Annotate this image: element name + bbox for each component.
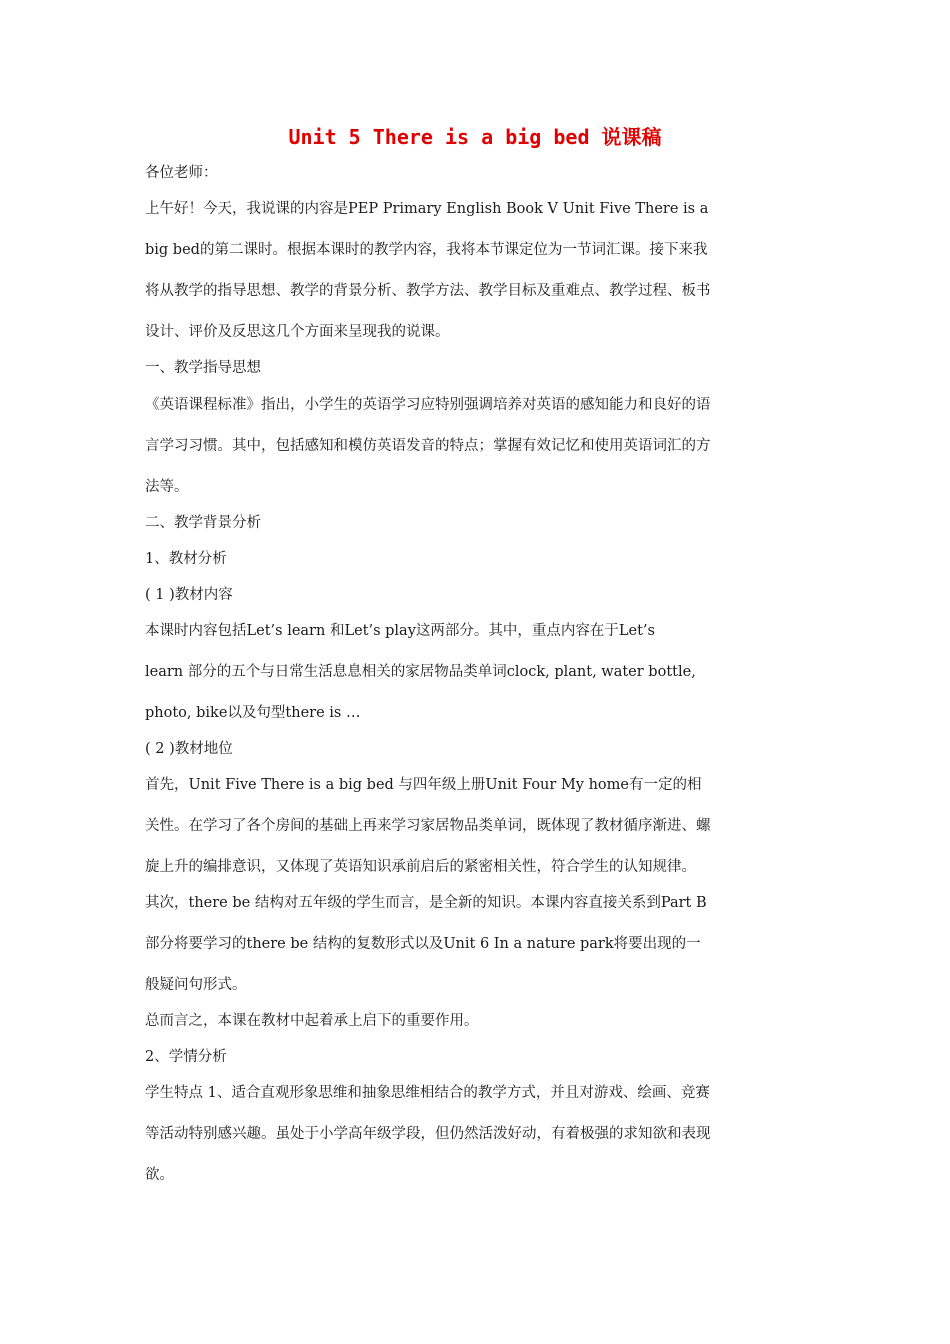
document-title: Unit 5 There is a big bed 说课稿 <box>288 125 662 149</box>
text-line: 旋上升的编排意识，又体现了英语知识承前启后的紧密相关性，符合学生的认知规律。 <box>145 859 696 875</box>
subsection-heading: ( 2 )教材地位 <box>145 741 233 757</box>
text-line: 《英语课程标准》指出，小学生的英语学习应特别强调培养对英语的感知能力和良好的语 <box>145 397 711 413</box>
section-heading: 一、教学指导思想 <box>145 360 261 376</box>
subsection-heading: ( 1 )教材内容 <box>145 587 233 603</box>
text-line: 其次，there be 结构对五年级的学生而言，是全新的知识。本课内容直接关系到Part B <box>145 895 707 911</box>
text-line: 欲。 <box>145 1167 174 1183</box>
text-line: 总而言之，本课在教材中起着承上启下的重要作用。 <box>145 1013 479 1029</box>
text-line: 设计、评价及反思这几个方面来呈现我的说课。 <box>145 324 450 340</box>
subsection-heading: 1、教材分析 <box>145 551 227 567</box>
text-line: 将从教学的指导思想、教学的背景分析、教学方法、教学目标及重难点、教学过程、板书 <box>145 283 711 299</box>
text-line: 部分将要学习的there be 结构的复数形式以及Unit 6 In a nature park将要出现的一 <box>145 936 701 952</box>
section-heading: 二、教学背景分析 <box>145 515 261 531</box>
text-line: 关性。在学习了各个房间的基础上再来学习家居物品类单词，既体现了教材循序渐进、螺 <box>145 818 711 834</box>
text-line: learn 部分的五个与日常生活息息相关的家居物品类单词clock, plant, water bottle, <box>145 664 696 680</box>
text-line: 上午好！今天，我说课的内容是PEP Primary English Book V Unit Five There is a <box>145 201 709 217</box>
text-line: photo, bike以及句型there is … <box>145 705 361 721</box>
text-line: 言学习习惯。其中，包括感知和模仿英语发音的特点；掌握有效记忆和使用英语词汇的方 <box>145 438 711 454</box>
text-line: 本课时内容包括Let’s learn 和Let’s play这两部分。其中，重点内容在于Let’s <box>145 623 655 639</box>
text-line: 学生特点 1、适合直观形象思维和抽象思维相结合的教学方式，并且对游戏、绘画、竞赛 <box>145 1085 710 1101</box>
text-line: 法等。 <box>145 479 189 495</box>
text-line: big bed的第二课时。根据本课时的教学内容，我将本节课定位为一节词汇课。接下来我 <box>145 242 708 258</box>
text-line: 等活动特别感兴趣。虽处于小学高年级学段，但仍然活泼好动，有着极强的求知欲和表现 <box>145 1126 711 1142</box>
text-line: 般疑问句形式。 <box>145 977 247 993</box>
text-line: 首先，Unit Five There is a big bed 与四年级上册Unit Four My home有一定的相 <box>145 777 702 793</box>
text-line: 各位老师： <box>145 165 218 181</box>
subsection-heading: 2、学情分析 <box>145 1049 227 1065</box>
